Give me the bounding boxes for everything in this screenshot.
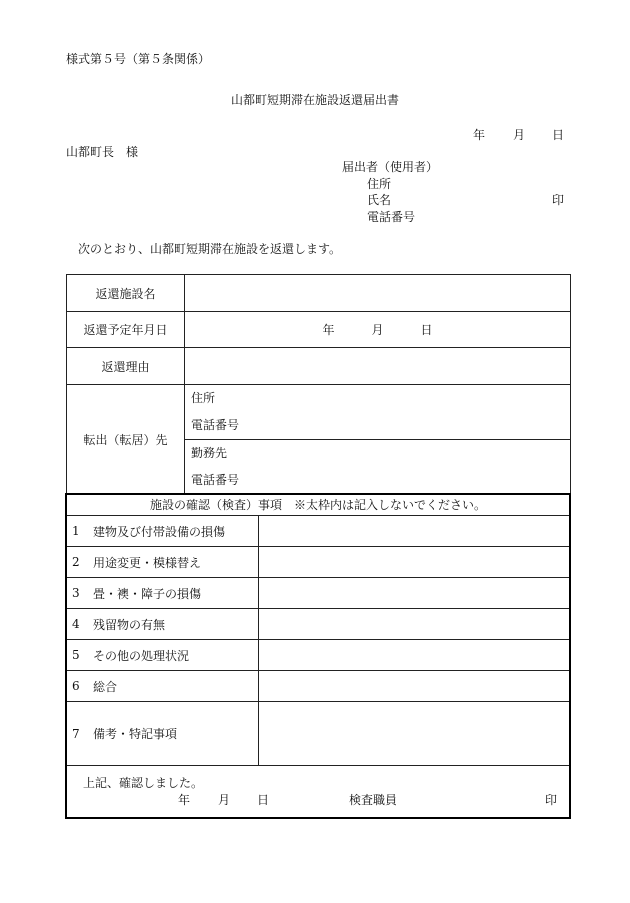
form-title: 山都町短期滞在施設返還届出書 xyxy=(230,93,399,107)
return-date-day: 日 xyxy=(420,323,433,337)
facility-name-field[interactable] xyxy=(185,275,571,312)
inspection-item-label: 6 総合 xyxy=(67,671,259,701)
reason-label: 返還理由 xyxy=(67,348,185,385)
reason-row xyxy=(67,348,571,385)
inspection-row xyxy=(67,547,569,578)
inspection-item-field[interactable] xyxy=(259,578,569,608)
inspection-item-label: 3 畳・襖・障子の損傷 xyxy=(67,578,259,608)
confirm-year: 年 xyxy=(178,793,191,807)
inspection-item-label: 7 備考・特記事項 xyxy=(67,702,259,765)
reason-field[interactable] xyxy=(185,348,571,385)
inspection-header: 施設の確認（検査）事項 ※太枠内は記入しないでください。 xyxy=(67,495,569,516)
moving-phone-label: 電話番号 xyxy=(191,418,240,432)
applicant-heading: 届出者（使用者） xyxy=(342,160,439,174)
facility-name-row xyxy=(67,275,571,312)
inspection-row xyxy=(67,702,569,766)
inspector-label: 検査職員 xyxy=(349,793,398,807)
return-date-row xyxy=(67,312,571,348)
return-date-year: 年 xyxy=(322,323,335,337)
workplace-label: 勤務先 xyxy=(191,446,228,460)
inspector-seal: 印 xyxy=(545,793,558,807)
form-number: 様式第５号（第５条関係） xyxy=(66,52,211,66)
facility-name-label: 返還施設名 xyxy=(67,275,185,312)
inspection-item-field[interactable] xyxy=(259,516,569,546)
confirm-month: 月 xyxy=(218,793,231,807)
workplace-cell[interactable] xyxy=(185,440,571,495)
inspection-row xyxy=(67,578,569,609)
inspection-row xyxy=(67,671,569,702)
moving-address-label: 住所 xyxy=(191,391,216,405)
return-date-label: 返還予定年月日 xyxy=(67,312,185,348)
confirm-day: 日 xyxy=(257,793,270,807)
applicant-seal: 印 xyxy=(552,193,565,207)
application-table xyxy=(66,274,571,495)
inspection-item-label: 1 建物及び付帯設備の損傷 xyxy=(67,516,259,546)
addressee: 山都町長 様 xyxy=(66,145,139,159)
inspection-item-label: 2 用途変更・模様替え xyxy=(67,547,259,577)
workplace-phone-label: 電話番号 xyxy=(191,473,240,487)
inspection-item-field[interactable] xyxy=(259,702,569,765)
applicant-address-label: 住所 xyxy=(367,177,392,191)
moving-row-1 xyxy=(67,385,571,440)
inspection-item-field[interactable] xyxy=(259,671,569,701)
inspection-item-field[interactable] xyxy=(259,547,569,577)
applicant-phone-label: 電話番号 xyxy=(367,210,416,224)
applicant-name-label: 氏名 xyxy=(367,193,392,207)
return-date-field[interactable] xyxy=(185,312,571,348)
inspection-item-label: 4 残留物の有無 xyxy=(67,609,259,639)
date-year: 年 xyxy=(473,128,486,142)
inspection-row xyxy=(67,640,569,671)
date-day: 日 xyxy=(552,128,565,142)
date-month: 月 xyxy=(513,128,526,142)
confirmed-text: 上記、確認しました。 xyxy=(83,776,204,790)
inspection-item-field[interactable] xyxy=(259,609,569,639)
inspection-item-field[interactable] xyxy=(259,640,569,670)
moving-label: 転出（転居）先 xyxy=(67,385,185,495)
inspection-item-label: 5 その他の処理状況 xyxy=(67,640,259,670)
return-date-month: 月 xyxy=(371,323,384,337)
confirmation-area xyxy=(67,766,569,816)
inspection-row xyxy=(67,516,569,547)
statement: 次のとおり、山都町短期滞在施設を返還します。 xyxy=(78,242,342,256)
inspection-box xyxy=(65,493,571,819)
inspection-row xyxy=(67,609,569,640)
moving-address-cell[interactable] xyxy=(185,385,571,440)
